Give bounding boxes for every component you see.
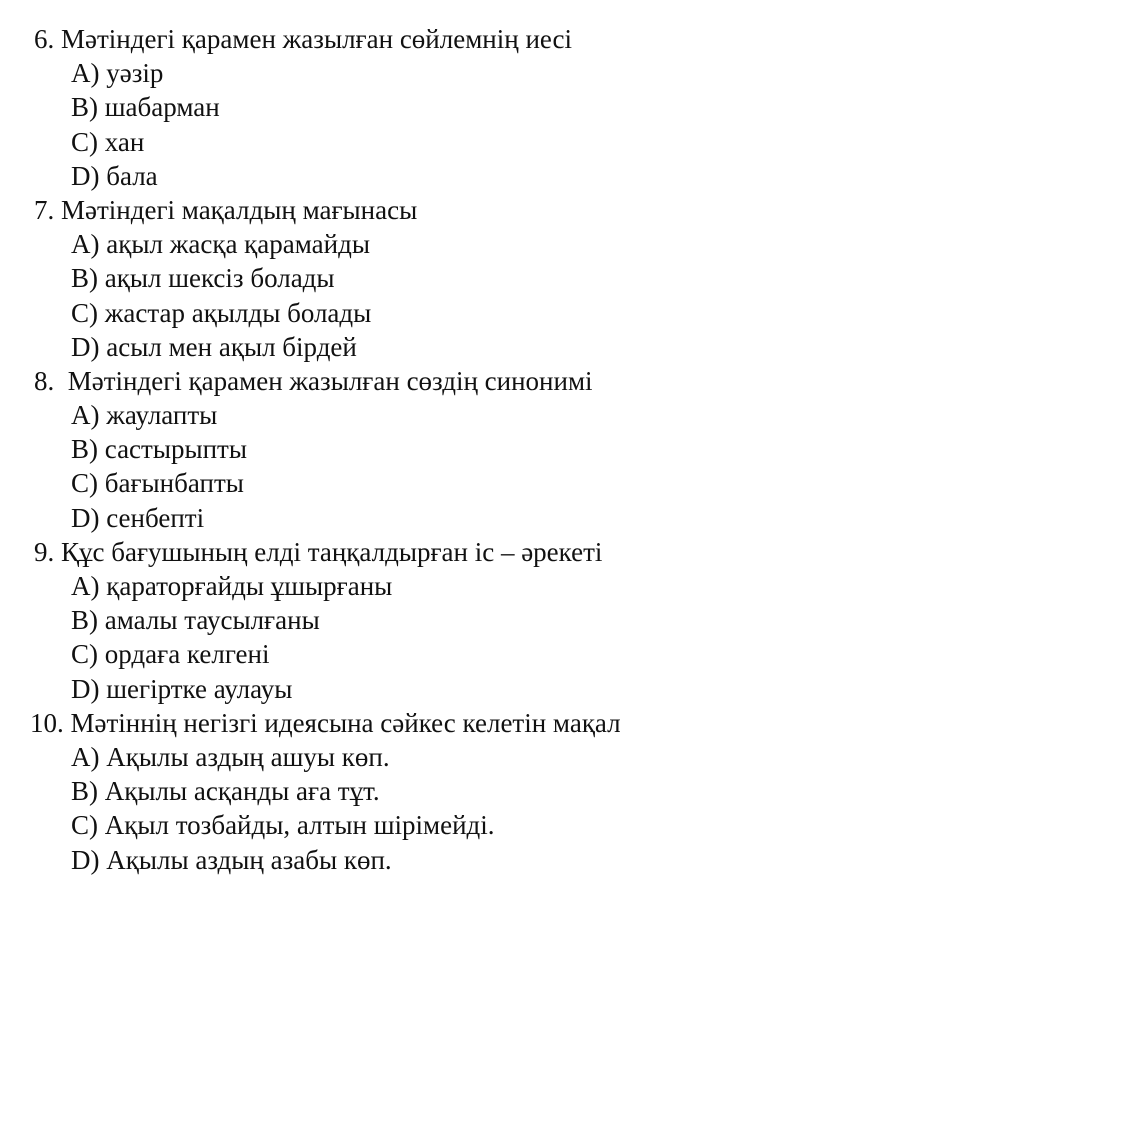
- question-7-title: 7. Мәтіндегі мақалдың мағынасы: [34, 194, 418, 225]
- question-8-option-c: C) бағынбапты: [71, 468, 244, 499]
- question-10-title: 10. Мәтіннің негізгі идеясына сәйкес келетін мақал: [30, 707, 621, 738]
- question-9-option-b: B) амалы таусылғаны: [71, 605, 320, 636]
- question-9-option-c: C) ордаға келгені: [71, 639, 270, 670]
- question-10-option-c: C) Ақыл тозбайды, алтын шірімейді.: [71, 810, 495, 841]
- question-block-8: [0, 364, 1122, 535]
- question-8-option-b: B) састырыпты: [71, 434, 248, 465]
- question-7-option-c: C) жастар ақылды болады: [71, 297, 372, 328]
- question-block-10: [0, 706, 1122, 877]
- question-7-option-d: D) асыл мен ақыл бірдей: [71, 331, 357, 362]
- question-10-option-b: B) Ақылы асқанды аға тұт.: [71, 776, 380, 807]
- quiz-document: [0, 22, 1122, 877]
- question-6-option-a: A) уәзір: [71, 58, 164, 89]
- question-8-option-a: A) жаулапты: [71, 400, 218, 431]
- question-6-option-d: D) бала: [71, 160, 158, 191]
- question-7-option-b: B) ақыл шексіз болады: [71, 263, 335, 294]
- question-6-option-b: B) шабарман: [71, 92, 220, 123]
- question-8-title: 8. Мәтіндегі қарамен жазылған сөздің синонимі: [34, 365, 593, 396]
- question-block-6: [0, 22, 1122, 193]
- question-9-option-a: A) қараторғайды ұшырғаны: [71, 571, 393, 601]
- question-7-option-a: A) ақыл жасқа қарамайды: [71, 229, 370, 260]
- question-10-option-d: D) Ақылы аздың азабы көп.: [71, 844, 392, 875]
- question-8-option-d: D) сенбепті: [71, 502, 205, 533]
- question-6-option-c: C) хан: [71, 126, 145, 157]
- question-block-9: [0, 535, 1122, 706]
- question-6-title: 6. Мәтіндегі қарамен жазылған сөйлемнің иесі: [34, 24, 573, 54]
- question-10-option-a: A) Ақылы аздың ашуы көп.: [71, 741, 390, 772]
- question-9-title: 9. Құс бағушының елді таңқалдырған іс – әрекеті: [34, 536, 603, 567]
- question-9-option-d: D) шегіртке аулауы: [71, 673, 293, 704]
- question-block-7: [0, 193, 1122, 364]
